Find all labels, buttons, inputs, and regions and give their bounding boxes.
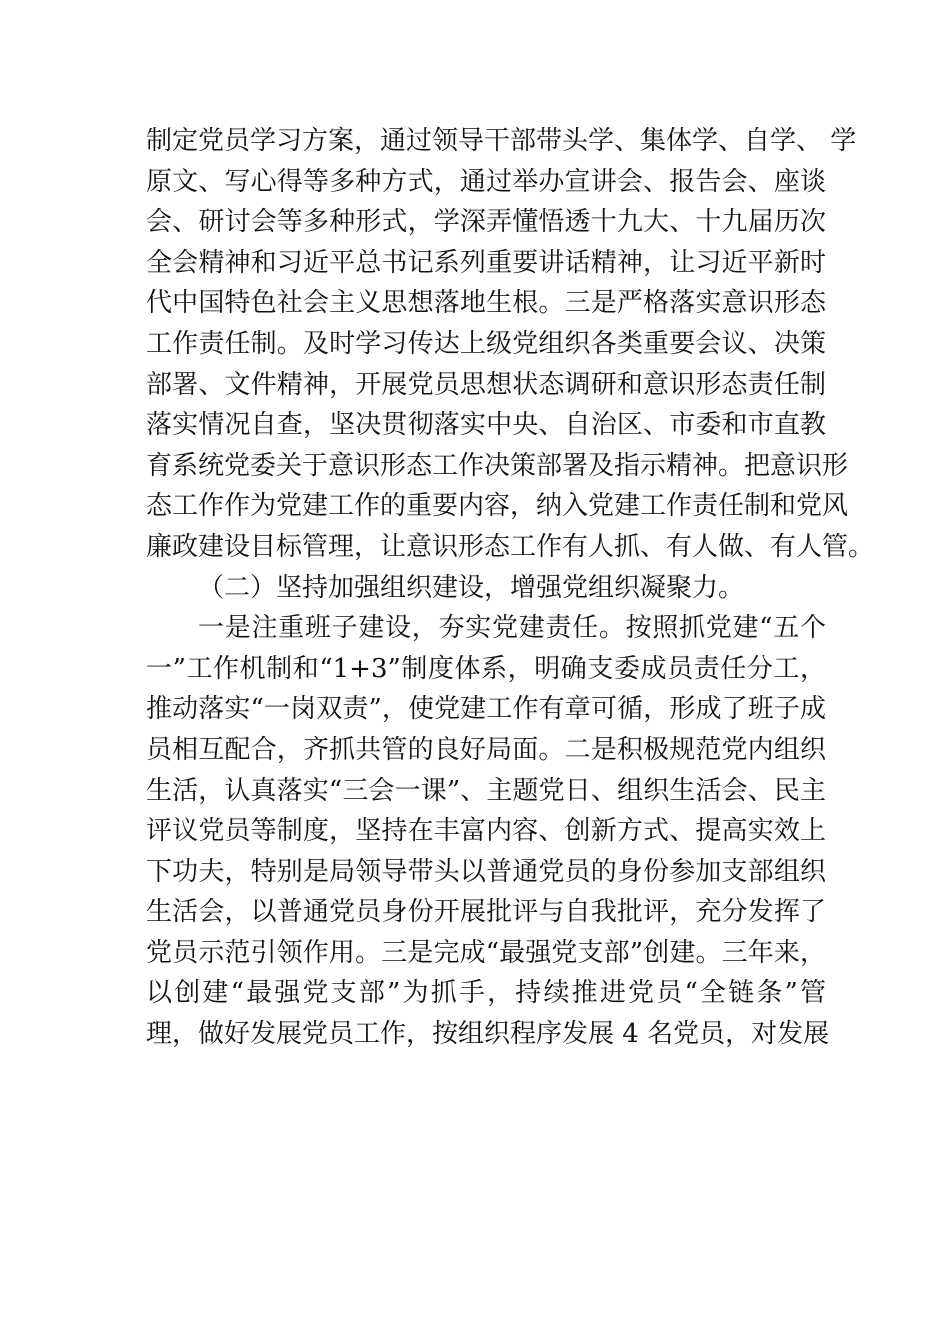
text-line: 党员示范引领作用。三是完成“最强党支部”创建。三年来， (146, 937, 826, 968)
text-line: 全会精神和习近平总书记系列重要讲话精神，让习近平新时 (146, 247, 826, 278)
text-line: 廉政建设目标管理，让意识形态工作有人抓、有人做、有人管。 (146, 531, 875, 562)
text-line: 落实情况自查，坚决贯彻落实中央、自治区、市委和市直教 (146, 410, 826, 441)
text-line: 代中国特色社会主义思想落地生根。三是严格落实意识形态 (146, 288, 826, 319)
text-line: 员相互配合，齐抓共管的良好局面。二是积极规范党内组织 (146, 734, 826, 765)
text-line: 部署、文件精神，开展党员思想状态调研和意识形态责任制 (146, 369, 826, 400)
text-line: 一是注重班子建设，夯实党建责任。按照抓党建“五个 (198, 613, 826, 644)
text-line: 评议党员等制度，坚持在丰富内容、创新方式、提高实效上 (146, 816, 826, 847)
text-line: 制定党员学习方案，通过领导干部带头学、集体学、自学、 学 (146, 126, 857, 156)
text-line: 工作责任制。及时学习传达上级党组织各类重要会议、决策 (146, 328, 826, 359)
text-line: 理，做好发展党员工作，按组织程序发展 4 名党员，对发展 (146, 1019, 830, 1050)
text-line: 生活，认真落实“三会一课”、主题党日、组织生活会、民主 (146, 775, 826, 806)
text-line: 推动落实“一岗双责”，使党建工作有章可循，形成了班子成 (146, 694, 826, 725)
text-line: 会、研讨会等多种形式，学深弄懂悟透十九大、十九届历次 (146, 207, 826, 238)
text-line: 生活会，以普通党员身份开展批评与自我批评，充分发挥了 (146, 897, 826, 928)
text-line: 下功夫，特别是局领导带头以普通党员的身份参加支部组织 (146, 856, 826, 887)
text-line: 以创建“最强党支部”为抓手，持续推进党员“全链条”管 (146, 978, 826, 1009)
section-heading: （二）坚持加强组织建设，增强党组织凝聚力。 (198, 572, 745, 603)
text-line: 一”工作机制和“1+3”制度体系，明确支委成员责任分工， (146, 653, 826, 684)
text-line: 育系统党委关于意识形态工作决策部署及指示精神。把意识形 (146, 450, 849, 481)
text-line: 态工作作为党建工作的重要内容，纳入党建工作责任制和党风 (146, 491, 849, 522)
body-text (146, 121, 875, 1055)
text-line: 原文、写心得等多种方式，通过举办宣讲会、报告会、座谈 (146, 166, 826, 197)
